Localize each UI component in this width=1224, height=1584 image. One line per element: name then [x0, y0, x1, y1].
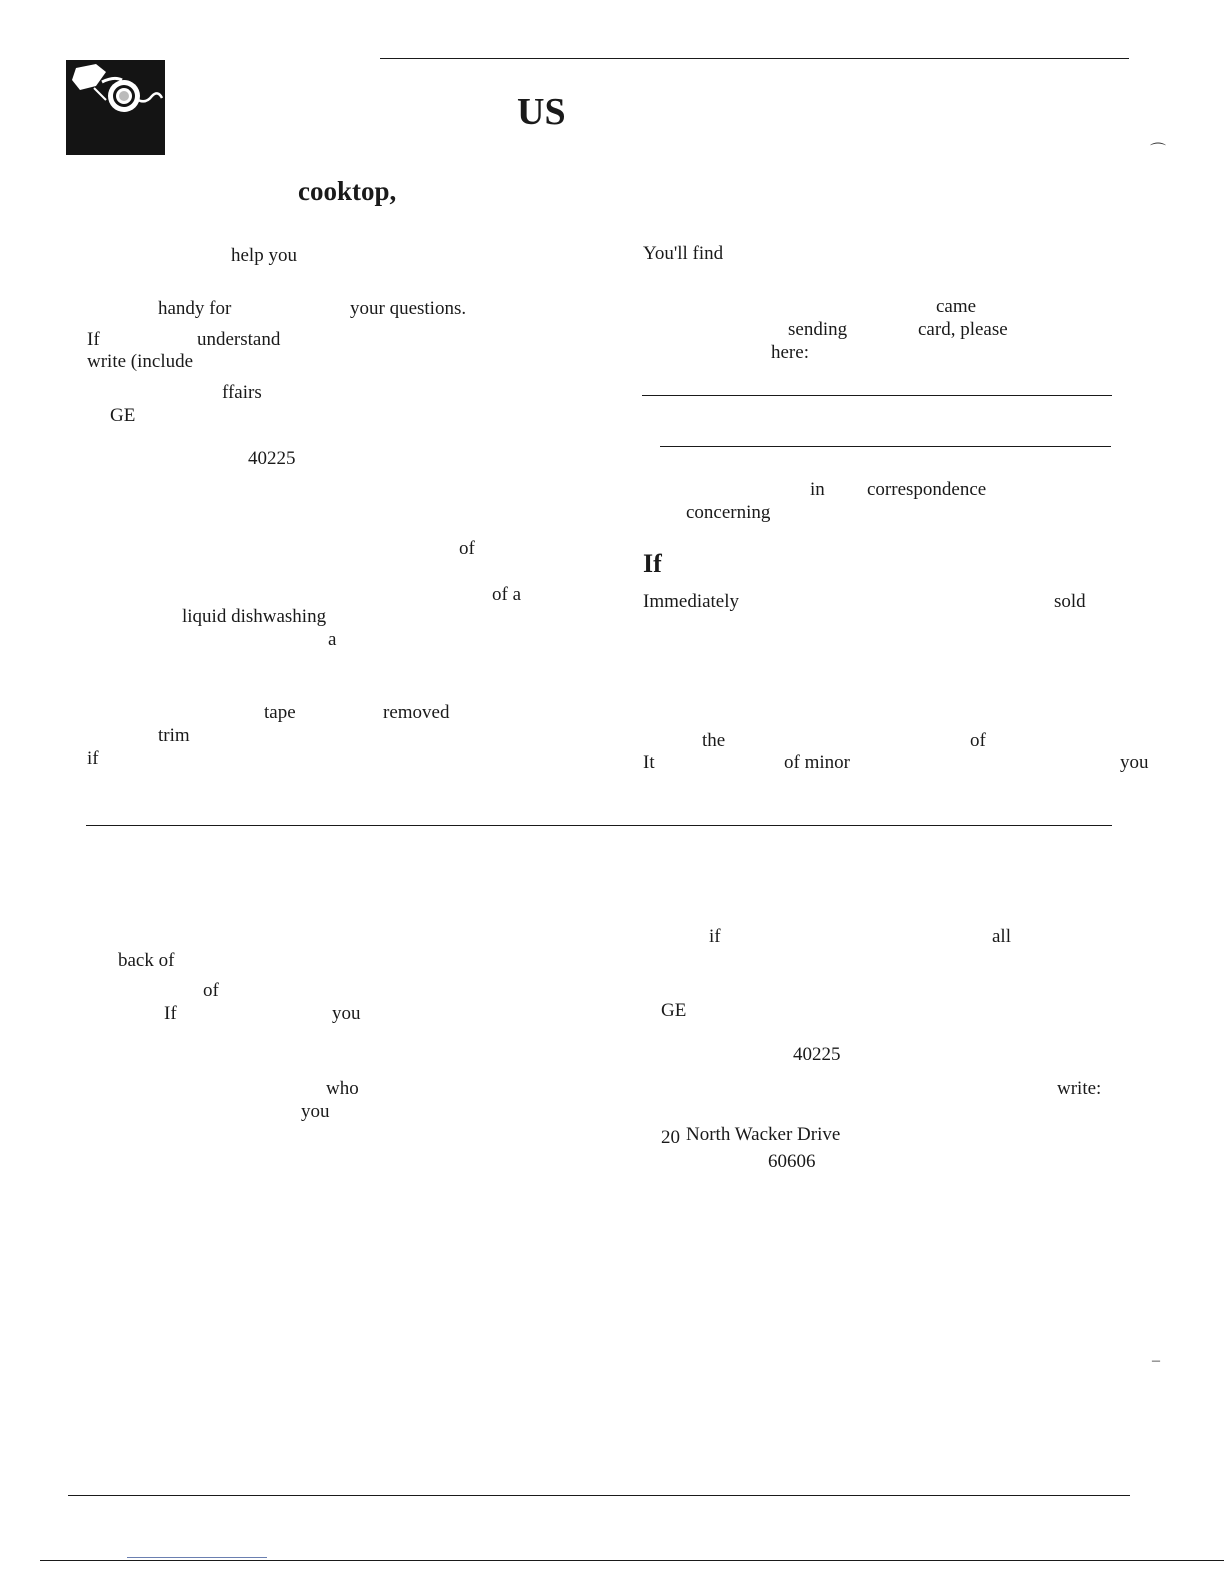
text-fragment: removed: [383, 702, 450, 723]
text-fragment: help you: [231, 245, 297, 266]
text-fragment: It: [643, 752, 655, 773]
text-fragment: You'll find: [643, 243, 724, 264]
text-fragment: GE: [110, 405, 136, 426]
text-fragment: liquid dishwashing: [182, 606, 327, 627]
text-fragment: if: [87, 748, 99, 769]
text-fragment: the: [702, 730, 726, 751]
text-fragment: you: [301, 1101, 330, 1122]
address-street-number: 20: [661, 1127, 680, 1148]
text-fragment: of minor: [784, 752, 850, 773]
edge-mark-top: ⌒: [1150, 143, 1167, 160]
text-fragment: If: [87, 329, 100, 350]
text-fragment: of a: [492, 584, 522, 605]
text-fragment: you: [1120, 752, 1149, 773]
text-fragment: of: [203, 980, 219, 1001]
text-fragment: you: [332, 1003, 361, 1024]
text-fragment: 40225: [793, 1044, 841, 1065]
text-fragment: handy for: [158, 298, 232, 319]
text-fragment: all: [992, 926, 1011, 947]
section-heading: If: [643, 549, 662, 578]
text-fragment: trim: [158, 725, 190, 746]
text-fragment: concerning: [686, 502, 771, 523]
text-fragment: Immediately: [643, 591, 740, 612]
text-fragment: back of: [118, 950, 175, 971]
text-fragment: sold: [1054, 591, 1086, 612]
text-fragment: your questions.: [350, 298, 467, 319]
text-fragment: tape: [264, 702, 296, 723]
page-title: US: [517, 91, 566, 133]
top-rule: [380, 58, 1129, 59]
text-fragment: card, please: [918, 319, 1008, 340]
bottom-edge-accent: [127, 1557, 267, 1558]
text-fragment: in: [810, 479, 825, 500]
footer-rule: [68, 1495, 1130, 1496]
serial-number-line: [660, 446, 1111, 447]
text-fragment: ffairs: [222, 382, 262, 403]
text-fragment: here:: [771, 342, 809, 363]
text-fragment: if: [709, 926, 721, 947]
text-fragment: a: [328, 629, 337, 650]
text-fragment: GE: [661, 1000, 687, 1021]
section-divider: [86, 825, 1112, 826]
text-fragment: If: [164, 1003, 177, 1024]
address-street: North Wacker Drive: [686, 1124, 841, 1145]
address-zip: 60606: [768, 1151, 816, 1172]
text-fragment: who: [326, 1078, 359, 1099]
text-fragment: of: [970, 730, 986, 751]
page-subtitle: cooktop,: [298, 176, 397, 206]
burner-logo-box: [66, 60, 165, 155]
bottom-edge-rule: [40, 1560, 1224, 1561]
text-fragment: write:: [1057, 1078, 1102, 1099]
model-number-line: [642, 395, 1112, 396]
cooktop-burner-icon: [66, 60, 165, 155]
text-fragment: of: [459, 538, 475, 559]
text-fragment: understand: [197, 329, 281, 350]
text-fragment: write (include: [87, 351, 194, 372]
text-fragment: 40225: [248, 448, 296, 469]
text-fragment: came: [936, 296, 977, 317]
text-fragment: sending: [788, 319, 848, 340]
edge-mark-bottom: –: [1152, 1352, 1160, 1369]
text-fragment: correspondence: [867, 479, 987, 500]
